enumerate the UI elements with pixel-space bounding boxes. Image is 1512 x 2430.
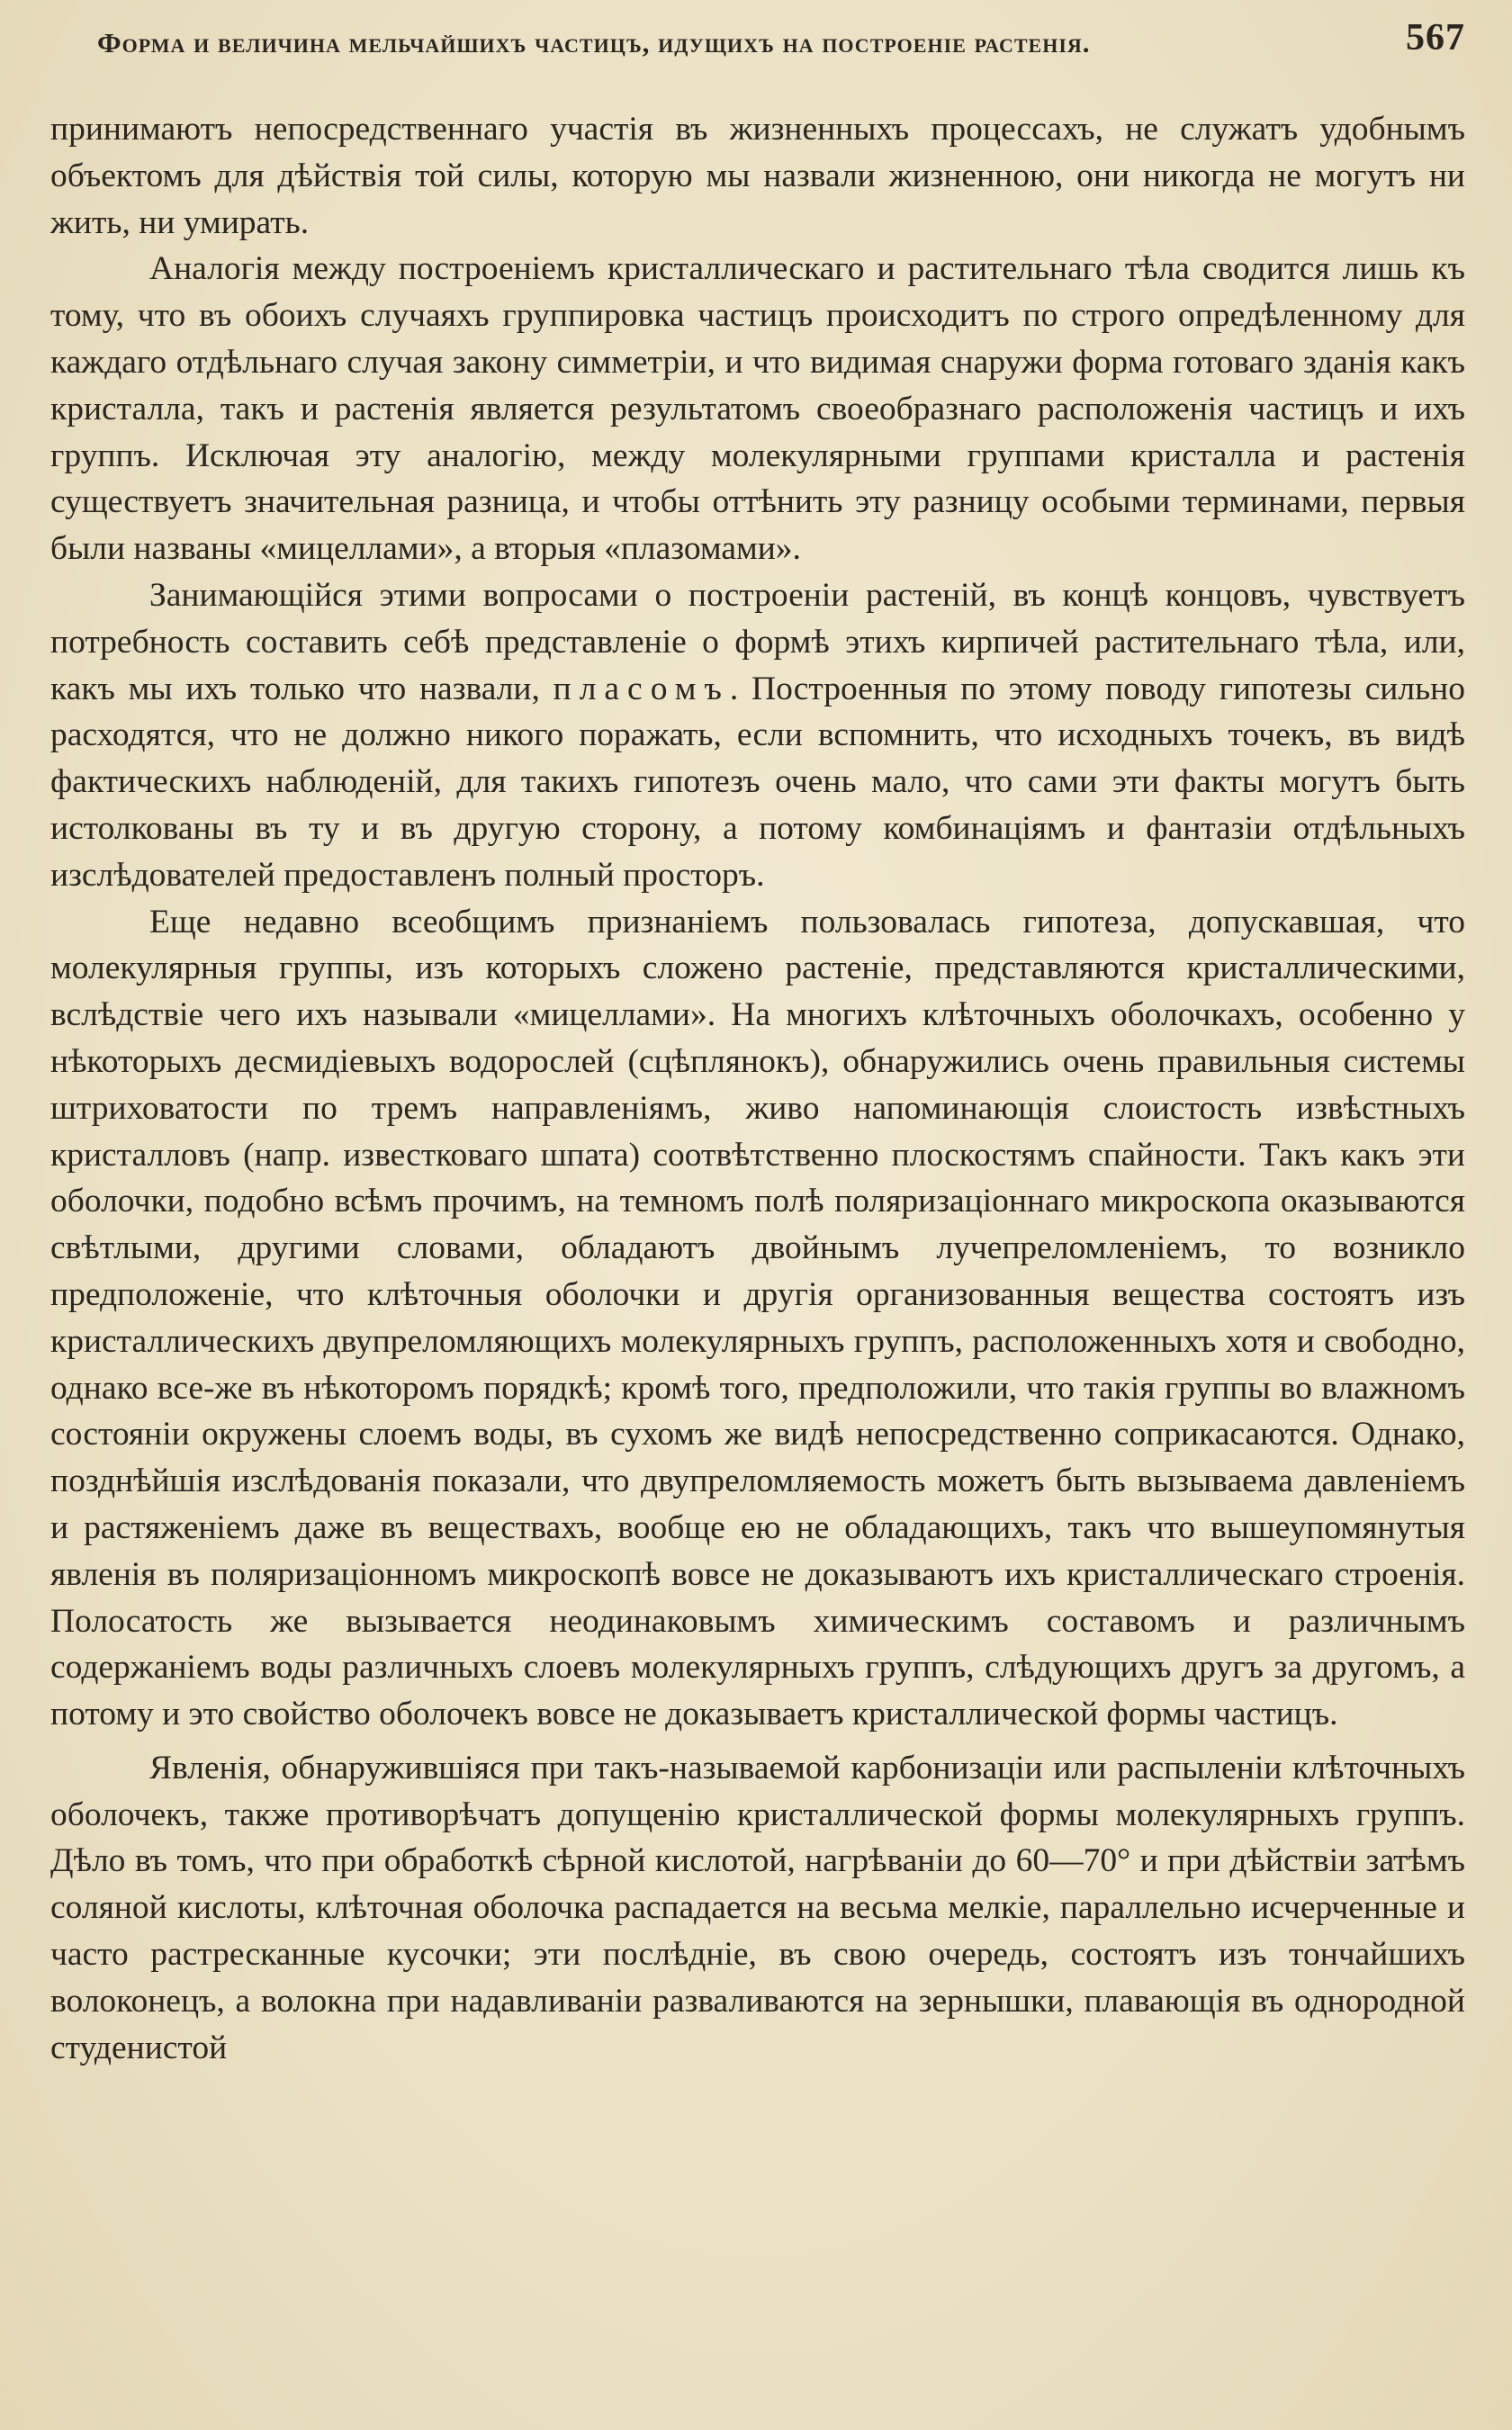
running-head bbox=[97, 18, 1465, 68]
running-title: Форма и величина мельчайшихъ частицъ, идущихъ на построеніе растенія. bbox=[97, 27, 1091, 58]
page-number: 567 bbox=[1406, 17, 1465, 58]
body-text bbox=[50, 106, 1465, 2071]
paragraph-continuation: принимаютъ непосредственнаго участія въ жизненныхъ процессахъ, не служатъ удобнымъ объектомъ для дѣйствія той силы, которую мы назвали жизненною, они никогда не могутъ ни жить, ни умирать. bbox=[50, 111, 1465, 241]
paragraph-text: Занимающійся этими вопросами о построеніи растеній, въ концѣ концовъ, чувствуетъ потребность составить себѣ представленіе о формѣ этихъ кирпичей растительнаго тѣла, или, какъ мы ихъ только что назвали, bbox=[50, 576, 1465, 707]
emphasized-term: пласомъ bbox=[553, 670, 730, 707]
paragraph-analogy: Аналогія между построеніемъ кристаллическаго и растительнаго тѣла сводится лишь къ тому, что въ обоихъ случаяхъ группировка частицъ происходитъ по строго опредѣленному для каждаго отдѣльнаго случая закону симметріи, и что видимая снаружи форма готоваго зданія какъ кристалла, такъ и растенія является результатомъ своеобразнаго расположенія частицъ и ихъ группъ. Исключая эту аналогію, между молекулярными группами кристалла и растенія существуетъ значительная разница, и чтобы оттѣнить эту разницу особыми терминами, первыя были названы «мицеллами», а вторыя «плазомами». bbox=[50, 250, 1465, 568]
paragraph-micelles: Еще недавно всеобщимъ признаніемъ пользовалась гипотеза, допускавшая, что молекулярныя группы, изъ которыхъ сложено растеніе, представляются кристаллическими, вслѣдствіе чего ихъ называли «мицеллами». На многихъ клѣточныхъ оболочкахъ, особенно у нѣкоторыхъ десмидіевыхъ водорослей (сцѣплянокъ), обнаружились очень правильныя системы штриховатости по тремъ направленіямъ, живо напоминающія слоистость извѣстныхъ кристалловъ (напр. известковаго шпата) соотвѣтственно плоскостямъ спайности. Такъ какъ эти оболочки, подобно всѣмъ прочимъ, на темномъ полѣ поляризаціоннаго микроскопа оказываются свѣтлыми, другими словами, обладаютъ двойнымъ лучепреломленіемъ, то возникло предположеніе, что клѣточныя оболочки и другія организованныя вещества состоятъ изъ кристаллическихъ двупреломляющихъ молекулярныхъ группъ, расположенныхъ хотя и свободно, однако все-же въ нѣкоторомъ порядкѣ; кромѣ того, предположили, что такія группы во влажномъ состояніи окружены слоемъ воды, въ сухомъ же видѣ непосредственно соприкасаются. Однако, позднѣйшія изслѣдованія показали, что двупреломляемость можетъ быть вызываема давленіемъ и растяженіемъ даже въ веществахъ, вообще ею не обладающихъ, такъ что вышеупомянутыя явленія въ поляризаціонномъ микроскопѣ вовсе не доказываютъ ихъ кристаллическаго строенія. Полосатость же вызывается неодинаковымъ химическимъ составомъ и различнымъ содержаніемъ воды различныхъ слоевъ молекулярныхъ группъ, слѣдующихъ другъ за другомъ, а потому и это свойство оболочекъ вовсе не доказываетъ кристаллической формы частицъ. bbox=[50, 903, 1465, 1733]
paragraph-hypotheses bbox=[50, 572, 1465, 899]
paragraph-carbonization: Явленія, обнаружившіяся при такъ-называемой карбонизаціи или распыленіи клѣточныхъ оболочекъ, также противорѣчатъ допущенію кристаллической формы молекулярныхъ группъ. Дѣло въ томъ, что при обработкѣ сѣрной кислотой, нагрѣваніи до 60—70° и при дѣйствіи затѣмъ соляной кислоты, клѣточная оболочка распадается на весьма мелкіе, параллельно исчерченные и часто растресканные кусочки; эти послѣдніе, въ свою очередь, состоятъ изъ тончайшихъ волоконецъ, а волокна при надавливаніи разваливаются на зернышки, плавающія въ однородной студенистой bbox=[50, 1749, 1465, 2066]
paragraph-text: . Построенныя по этому поводу гипотезы сильно расходятся, что не должно никого поражать, если вспомнить, что исходныхъ точекъ, въ видѣ фактическихъ наблюденій, для такихъ гипотезъ очень мало, что сами эти факты могутъ быть истолкованы въ ту и въ другую сторону, а потому комбинаціямъ и фантазіи отдѣльныхъ изслѣдователей предоставленъ полный просторъ. bbox=[50, 670, 1465, 894]
